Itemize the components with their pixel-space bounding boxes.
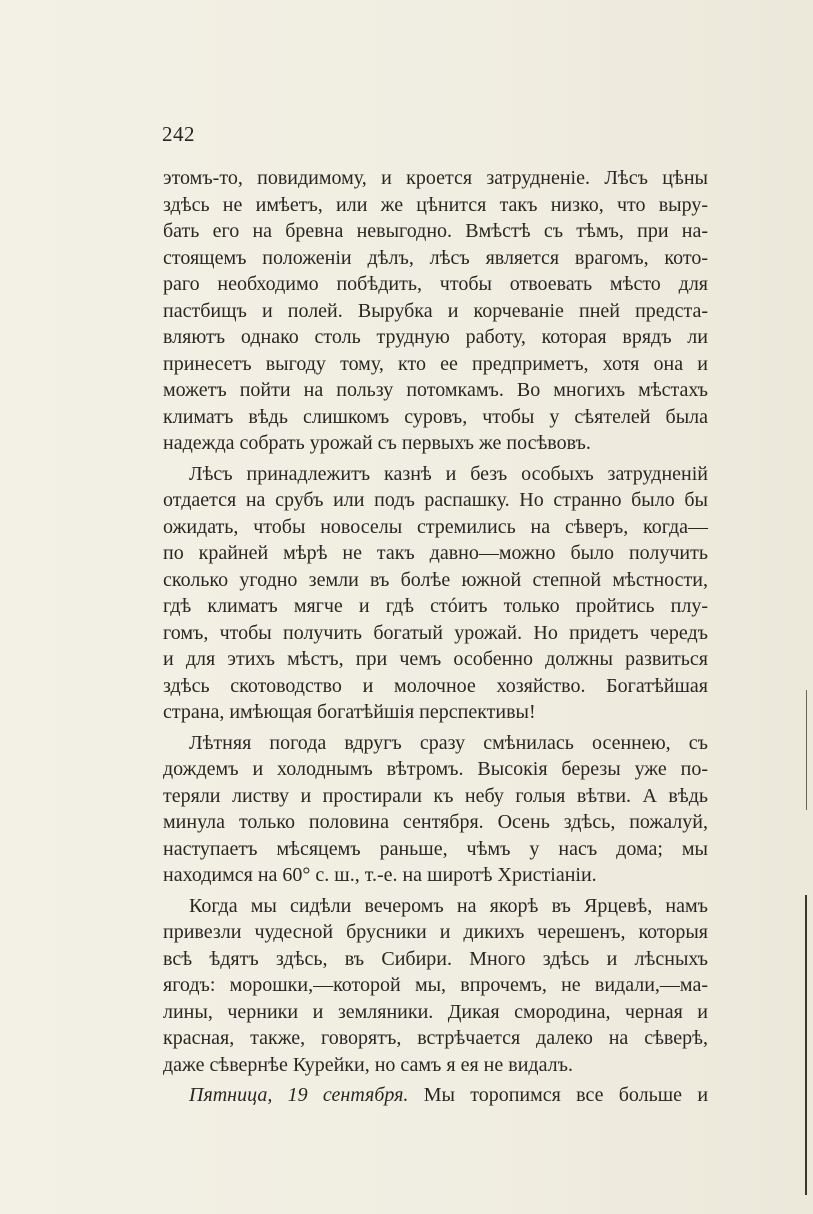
text-line: можетъ пойти на пользу потомкамъ. Во многихъ мѣстахъ bbox=[163, 379, 708, 401]
text-line: вляютъ однако столь трудную работу, которая врядъ ли bbox=[163, 326, 708, 348]
text-line: находимся на 60° с. ш., т.-е. на широтѣ Христіаніи. bbox=[163, 864, 597, 886]
text-line: бать его на бревна невыгодно. Вмѣстѣ съ тѣмъ, при на- bbox=[163, 220, 708, 242]
paragraph bbox=[163, 893, 708, 1079]
text-line: принесетъ выгоду тому, кто ее предприметъ, хотя она и bbox=[163, 352, 708, 375]
paragraph bbox=[163, 165, 708, 457]
paragraph bbox=[163, 1082, 708, 1109]
text-line: отдается на срубъ или подъ распашку. Но странно было бы bbox=[163, 489, 708, 511]
text-line: надежда собрать урожай съ первыхъ же посѣвовъ. bbox=[163, 432, 591, 454]
text-line: и для этихъ мѣстъ, при чемъ особенно должны развиться bbox=[163, 648, 708, 670]
text-line: ягодъ: морошки,—которой мы, впрочемъ, не видали,—ма- bbox=[163, 974, 708, 996]
body-text bbox=[163, 165, 708, 1109]
text-line: Лѣтняя погода вдругъ сразу смѣнилась осеннею, съ bbox=[189, 731, 708, 754]
text-line: дождемъ и холоднымъ вѣтромъ. Высокія березы уже по- bbox=[163, 758, 708, 780]
text-line: даже сѣвернѣе Курейки, но самъ я ея не видалъ. bbox=[163, 1053, 573, 1076]
text-line: Когда мы сидѣли вечеромъ на якорѣ въ Ярцевѣ, намъ bbox=[189, 894, 708, 917]
page-edge-shadow bbox=[805, 895, 807, 1195]
paragraph bbox=[163, 461, 708, 726]
text-line: всѣ ѣдятъ здѣсь, въ Сибири. Много здѣсь и лѣсныхъ bbox=[163, 947, 708, 970]
text-line: страна, имѣющая богатѣйшія перспективы! bbox=[163, 701, 536, 723]
text-line: ожидать, чтобы новоселы стремились на сѣверъ, когда— bbox=[163, 515, 708, 538]
text-line: климатъ вѣдь слишкомъ суровъ, чтобы у сѣятелей была bbox=[163, 405, 708, 428]
text-line: стоящемъ положеніи дѣлъ, лѣсъ является врагомъ, кото- bbox=[163, 246, 708, 269]
text-line: гомъ, чтобы получить богатый урожай. Но придетъ чередъ bbox=[163, 621, 708, 644]
text-line: теряли листву и простирали къ небу голыя вѣтви. А вѣдь bbox=[163, 784, 708, 807]
page-number: 242 bbox=[162, 122, 195, 146]
text-line: минула только половина сентября. Осень здѣсь, пожалуй, bbox=[163, 811, 708, 833]
text-line: Лѣсъ принадлежитъ казнѣ и безъ особыхъ затрудненій bbox=[189, 462, 708, 485]
text-line-final bbox=[163, 1082, 708, 1109]
text-line: красная, также, говорятъ, встрѣчается далеко на сѣверѣ, bbox=[163, 1027, 708, 1049]
text-line: гдѣ климатъ мягче и гдѣ стóитъ только пройтись плу- bbox=[163, 595, 708, 617]
text-fragment: Мы торопимся все больше и bbox=[423, 1084, 709, 1106]
date-heading: Пятница, 19 сентября. bbox=[189, 1084, 409, 1106]
paragraph bbox=[163, 730, 708, 889]
text-line: привезли чудесной брусники и дикихъ черешенъ, которыя bbox=[163, 921, 708, 943]
text-line: здѣсь скотоводство и молочное хозяйство. Богатѣйшая bbox=[163, 674, 708, 697]
text-line: здѣсь не имѣетъ, или же цѣнится такъ низко, что выру- bbox=[163, 193, 708, 216]
text-line: сколько угодно земли въ болѣе южной степной мѣстности, bbox=[163, 568, 708, 591]
text-line: лины, черники и земляники. Дикая смородина, черная и bbox=[163, 1000, 708, 1023]
text-line: этомъ-то, повидимому, и кроется затрудненіе. Лѣсъ цѣны bbox=[163, 167, 708, 189]
text-line: пастбищъ и полей. Вырубка и корчеваніе пней предста- bbox=[163, 299, 708, 322]
page-edge-mark bbox=[806, 690, 807, 810]
text-line: раго необходимо побѣдить, чтобы отвоевать мѣсто для bbox=[163, 273, 708, 295]
text-line: наступаетъ мѣсяцемъ раньше, чѣмъ у насъ дома; мы bbox=[163, 837, 708, 860]
text-line: по крайней мѣрѣ не такъ давно—можно было получить bbox=[163, 542, 708, 564]
